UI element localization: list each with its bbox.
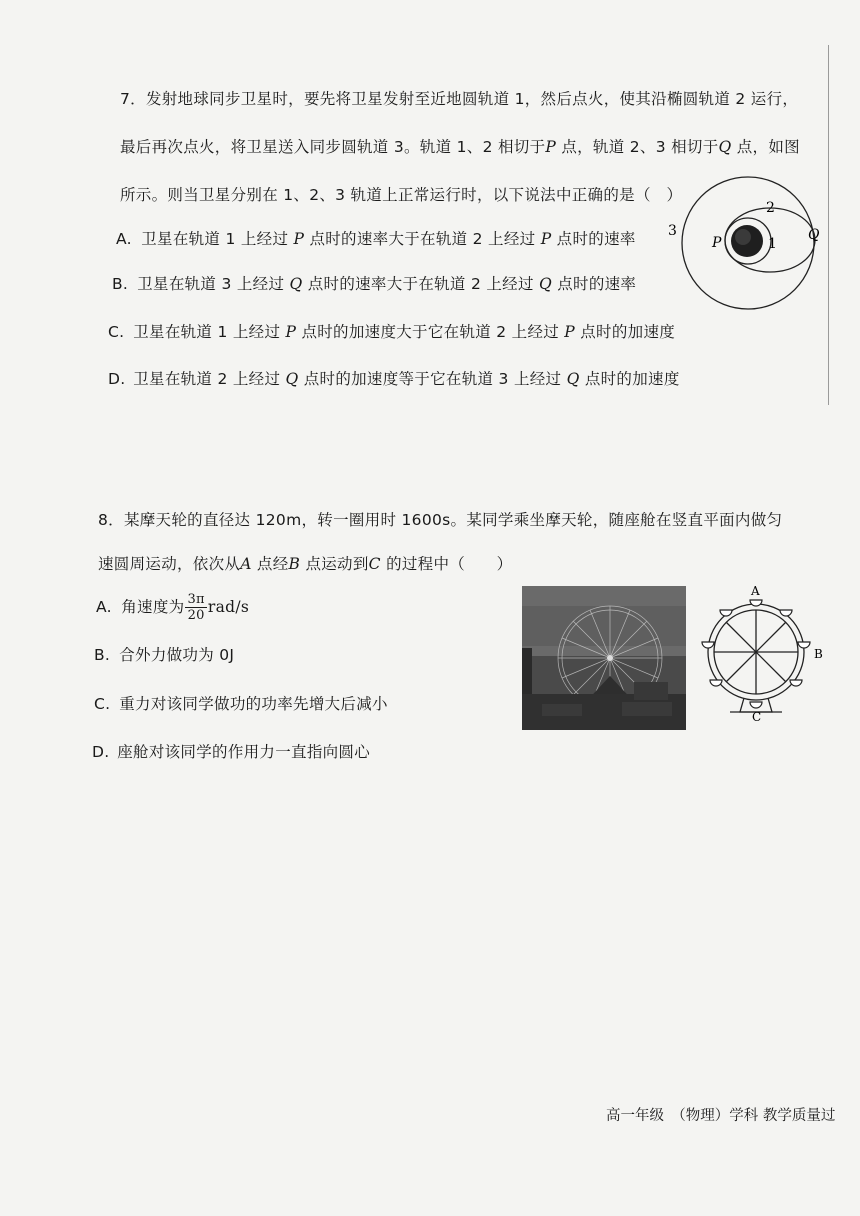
fraction-numerator: 3π — [187, 592, 205, 607]
option-key: C. — [94, 695, 111, 713]
option-text: 卫星在轨道 3 上经过 — [137, 275, 290, 293]
var-q: Q — [566, 370, 580, 388]
ferris-wheel-photo — [522, 586, 686, 730]
q8-stem-line-2 — [98, 552, 512, 574]
option-text: 点时的速率 — [552, 275, 637, 293]
var-p: P — [285, 323, 297, 341]
option-text: 合外力做功为 0J — [119, 646, 235, 664]
q8-stem-text: 速圆周运动，依次从 — [98, 555, 241, 573]
label-p: P — [712, 235, 722, 251]
label-q: Q — [808, 227, 820, 243]
option-text: 角速度为 — [121, 598, 185, 616]
earth-shading — [735, 229, 751, 245]
label-c: C — [752, 710, 762, 724]
var-q: Q — [538, 275, 552, 293]
q7-stem-line-2 — [120, 135, 800, 157]
q7-stem-line-3: 所示。则当卫星分别在 1、2、3 轨道上正常运行时，以下说法中正确的是（ ） — [120, 186, 683, 204]
option-text: 卫星在轨道 1 上经过 — [133, 323, 286, 341]
q7-option-b[interactable] — [112, 272, 636, 294]
option-text: 座舱对该同学的作用力一直指向圆心 — [117, 743, 371, 761]
q7-stem-line-1: 7．发射地球同步卫星时，要先将卫星发射至近地圆轨道 1，然后点火，使其沿椭圆轨道 2 运行， — [120, 90, 799, 108]
option-key: D. — [108, 370, 126, 388]
q8-option-a[interactable] — [96, 592, 249, 623]
q8-stem-text: 的过程中（ ） — [380, 555, 513, 573]
option-text: 重力对该同学做功的功率先增大后减小 — [119, 695, 388, 713]
var-q: Q — [289, 275, 303, 293]
label-a: A — [751, 584, 760, 598]
q7-option-d[interactable] — [108, 367, 680, 389]
q7-var-p: P — [545, 138, 557, 156]
var-p: P — [564, 323, 576, 341]
label-2: 2 — [766, 200, 775, 216]
q8-option-b[interactable] — [94, 643, 234, 665]
option-key: A. — [96, 598, 112, 616]
option-key: B. — [112, 275, 129, 293]
option-text: 点时的速率大于在轨道 2 上经过 — [304, 230, 541, 248]
page-footer: 高一年级 （物理）学科 教学质量过 — [606, 1108, 836, 1124]
q7-stem-text: 点，轨道 2、3 相切于 — [556, 138, 719, 156]
q7-stem-text: 最后再次点火，将卫星送入同步圆轨道 3。轨道 1、2 相切于 — [120, 138, 546, 156]
option-key: D. — [92, 743, 110, 761]
q8-stem-line-1: 8．某摩天轮的直径达 120m，转一圈用时 1600s。某同学乘坐摩天轮，随座舱在竖直平面内做匀 — [98, 511, 783, 529]
var-b: B — [288, 555, 301, 573]
option-text: 卫星在轨道 2 上经过 — [133, 370, 286, 388]
unit: rad/s — [207, 598, 250, 616]
option-key: C. — [108, 323, 125, 341]
fraction — [185, 592, 206, 623]
option-text: 点时的加速度大于它在轨道 2 上经过 — [296, 323, 565, 341]
option-text: 点时的加速度 — [575, 323, 676, 341]
q8-stem-text: 点经 — [251, 555, 289, 573]
q8-stem-text: 点运动到 — [300, 555, 369, 573]
q7-option-a[interactable] — [116, 227, 636, 249]
var-a: A — [240, 555, 252, 573]
q7-var-q: Q — [718, 138, 732, 156]
option-text: 点时的加速度等于它在轨道 3 上经过 — [298, 370, 567, 388]
option-text: 点时的速率大于在轨道 2 上经过 — [302, 275, 539, 293]
option-text: 卫星在轨道 1 上经过 — [141, 230, 294, 248]
option-text: 点时的加速度 — [579, 370, 680, 388]
option-key: A. — [116, 230, 132, 248]
label-3: 3 — [668, 223, 677, 239]
orbit-diagram — [660, 175, 830, 315]
label-b: B — [814, 647, 823, 661]
var-q: Q — [285, 370, 299, 388]
q7-stem-text: 点，如图 — [731, 138, 800, 156]
q8-option-c[interactable] — [94, 692, 388, 714]
fraction-denominator: 20 — [187, 608, 205, 623]
var-p: P — [293, 230, 305, 248]
q7-option-c[interactable] — [108, 320, 675, 342]
q8-option-d[interactable] — [92, 740, 370, 762]
option-text: 点时的速率 — [551, 230, 636, 248]
label-1: 1 — [768, 236, 777, 252]
ferris-wheel-diagram — [700, 582, 830, 726]
var-p: P — [540, 230, 552, 248]
var-c: C — [368, 555, 381, 573]
option-key: B. — [94, 646, 111, 664]
